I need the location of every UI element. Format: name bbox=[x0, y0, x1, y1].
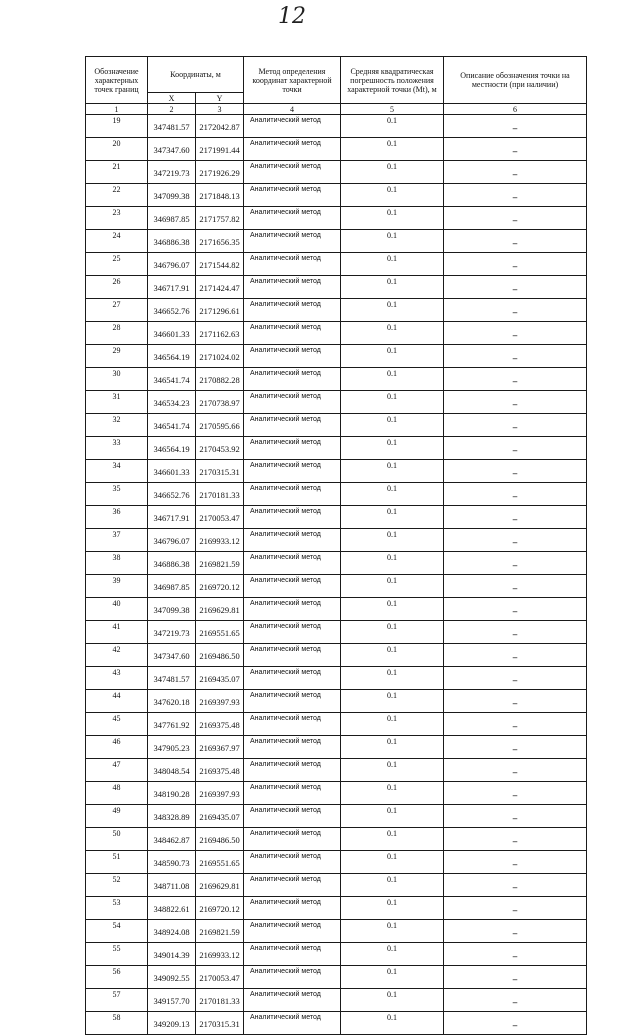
coord-y: 2169435.07 bbox=[196, 667, 244, 690]
method-cell: Аналитический метод bbox=[244, 644, 341, 667]
accuracy-cell: 0.1 bbox=[341, 230, 444, 253]
method-cell: Аналитический метод bbox=[244, 529, 341, 552]
accuracy-cell: 0.1 bbox=[341, 575, 444, 598]
point-number: 41 bbox=[86, 621, 148, 644]
coord-y: 2171848.13 bbox=[196, 184, 244, 207]
table-row bbox=[86, 713, 587, 736]
coord-y: 2170181.33 bbox=[196, 989, 244, 1012]
accuracy-cell: 0.1 bbox=[341, 828, 444, 851]
coord-x: 348048.54 bbox=[148, 759, 196, 782]
coord-y: 2170053.47 bbox=[196, 966, 244, 989]
point-number: 50 bbox=[86, 828, 148, 851]
point-number: 48 bbox=[86, 782, 148, 805]
coord-x: 348924.08 bbox=[148, 920, 196, 943]
table-row bbox=[86, 1012, 587, 1035]
coord-x: 349157.70 bbox=[148, 989, 196, 1012]
table-row bbox=[86, 207, 587, 230]
column-number: 3 bbox=[196, 104, 244, 115]
description-cell: – bbox=[444, 414, 587, 437]
table-row bbox=[86, 138, 587, 161]
table-row bbox=[86, 253, 587, 276]
point-number: 25 bbox=[86, 253, 148, 276]
coord-x: 348328.89 bbox=[148, 805, 196, 828]
accuracy-cell: 0.1 bbox=[341, 897, 444, 920]
table-row bbox=[86, 828, 587, 851]
header-x: X bbox=[148, 93, 196, 104]
coord-x: 348190.28 bbox=[148, 782, 196, 805]
description-cell: – bbox=[444, 161, 587, 184]
description-cell: – bbox=[444, 460, 587, 483]
coord-x: 347219.73 bbox=[148, 161, 196, 184]
method-cell: Аналитический метод bbox=[244, 805, 341, 828]
boundary-points-table bbox=[85, 56, 587, 1035]
accuracy-cell: 0.1 bbox=[341, 345, 444, 368]
table-row bbox=[86, 391, 587, 414]
coord-y: 2170181.33 bbox=[196, 483, 244, 506]
accuracy-cell: 0.1 bbox=[341, 322, 444, 345]
coord-x: 346564.19 bbox=[148, 437, 196, 460]
method-cell: Аналитический метод bbox=[244, 667, 341, 690]
accuracy-cell: 0.1 bbox=[341, 414, 444, 437]
table-row bbox=[86, 966, 587, 989]
description-cell: – bbox=[444, 322, 587, 345]
coord-y: 2169375.48 bbox=[196, 759, 244, 782]
point-number: 42 bbox=[86, 644, 148, 667]
description-cell: – bbox=[444, 667, 587, 690]
point-number: 49 bbox=[86, 805, 148, 828]
coord-x: 348462.87 bbox=[148, 828, 196, 851]
description-cell: – bbox=[444, 506, 587, 529]
coord-x: 348711.08 bbox=[148, 874, 196, 897]
table-row bbox=[86, 782, 587, 805]
description-cell: – bbox=[444, 690, 587, 713]
coord-y: 2170595.66 bbox=[196, 414, 244, 437]
table-row bbox=[86, 552, 587, 575]
table-row bbox=[86, 276, 587, 299]
point-number: 29 bbox=[86, 345, 148, 368]
accuracy-cell: 0.1 bbox=[341, 253, 444, 276]
table-row bbox=[86, 690, 587, 713]
coord-x: 347219.73 bbox=[148, 621, 196, 644]
coord-x: 347905.23 bbox=[148, 736, 196, 759]
description-cell: – bbox=[444, 805, 587, 828]
point-number: 39 bbox=[86, 575, 148, 598]
coord-x: 346652.76 bbox=[148, 483, 196, 506]
accuracy-cell: 0.1 bbox=[341, 299, 444, 322]
description-cell: – bbox=[444, 828, 587, 851]
point-number: 43 bbox=[86, 667, 148, 690]
description-cell: – bbox=[444, 759, 587, 782]
accuracy-cell: 0.1 bbox=[341, 184, 444, 207]
description-cell: – bbox=[444, 920, 587, 943]
accuracy-cell: 0.1 bbox=[341, 506, 444, 529]
accuracy-cell: 0.1 bbox=[341, 276, 444, 299]
method-cell: Аналитический метод bbox=[244, 920, 341, 943]
table-row bbox=[86, 621, 587, 644]
method-cell: Аналитический метод bbox=[244, 437, 341, 460]
description-cell: – bbox=[444, 897, 587, 920]
method-cell: Аналитический метод bbox=[244, 115, 341, 138]
point-number: 53 bbox=[86, 897, 148, 920]
coord-y: 2169720.12 bbox=[196, 897, 244, 920]
description-cell: – bbox=[444, 184, 587, 207]
coord-x: 347099.38 bbox=[148, 184, 196, 207]
description-cell: – bbox=[444, 552, 587, 575]
table-row bbox=[86, 184, 587, 207]
coord-x: 347099.38 bbox=[148, 598, 196, 621]
method-cell: Аналитический метод bbox=[244, 460, 341, 483]
coord-y: 2169629.81 bbox=[196, 874, 244, 897]
coord-y: 2169397.93 bbox=[196, 782, 244, 805]
coord-y: 2171162.63 bbox=[196, 322, 244, 345]
description-cell: – bbox=[444, 874, 587, 897]
table-row bbox=[86, 805, 587, 828]
page-number: 12 bbox=[278, 4, 306, 29]
coord-y: 2171296.61 bbox=[196, 299, 244, 322]
coord-y: 2169551.65 bbox=[196, 621, 244, 644]
coord-y: 2170738.97 bbox=[196, 391, 244, 414]
description-cell: – bbox=[444, 437, 587, 460]
point-number: 31 bbox=[86, 391, 148, 414]
method-cell: Аналитический метод bbox=[244, 322, 341, 345]
method-cell: Аналитический метод bbox=[244, 552, 341, 575]
method-cell: Аналитический метод bbox=[244, 759, 341, 782]
method-cell: Аналитический метод bbox=[244, 276, 341, 299]
description-cell: – bbox=[444, 621, 587, 644]
description-cell: – bbox=[444, 138, 587, 161]
table-row bbox=[86, 437, 587, 460]
method-cell: Аналитический метод bbox=[244, 230, 341, 253]
coord-y: 2169720.12 bbox=[196, 575, 244, 598]
coord-x: 346601.33 bbox=[148, 322, 196, 345]
method-cell: Аналитический метод bbox=[244, 943, 341, 966]
coord-y: 2169551.65 bbox=[196, 851, 244, 874]
coord-x: 349209.13 bbox=[148, 1012, 196, 1035]
coord-y: 2169367.97 bbox=[196, 736, 244, 759]
method-cell: Аналитический метод bbox=[244, 184, 341, 207]
method-cell: Аналитический метод bbox=[244, 299, 341, 322]
point-number: 37 bbox=[86, 529, 148, 552]
table-row bbox=[86, 851, 587, 874]
table-row bbox=[86, 897, 587, 920]
accuracy-cell: 0.1 bbox=[341, 391, 444, 414]
description-cell: – bbox=[444, 483, 587, 506]
header-row bbox=[86, 57, 587, 93]
point-number: 28 bbox=[86, 322, 148, 345]
point-number: 38 bbox=[86, 552, 148, 575]
point-number: 32 bbox=[86, 414, 148, 437]
accuracy-cell: 0.1 bbox=[341, 782, 444, 805]
coord-y: 2169435.07 bbox=[196, 805, 244, 828]
point-number: 22 bbox=[86, 184, 148, 207]
coord-x: 346652.76 bbox=[148, 299, 196, 322]
table-row bbox=[86, 759, 587, 782]
accuracy-cell: 0.1 bbox=[341, 207, 444, 230]
coord-x: 347761.92 bbox=[148, 713, 196, 736]
coord-x: 346601.33 bbox=[148, 460, 196, 483]
coord-x: 346541.74 bbox=[148, 368, 196, 391]
table-row bbox=[86, 529, 587, 552]
description-cell: – bbox=[444, 368, 587, 391]
table-row bbox=[86, 368, 587, 391]
coord-y: 2169821.59 bbox=[196, 552, 244, 575]
point-number: 55 bbox=[86, 943, 148, 966]
accuracy-cell: 0.1 bbox=[341, 115, 444, 138]
column-number: 6 bbox=[444, 104, 587, 115]
coord-y: 2170453.92 bbox=[196, 437, 244, 460]
accuracy-cell: 0.1 bbox=[341, 483, 444, 506]
column-number: 2 bbox=[148, 104, 196, 115]
coord-y: 2169933.12 bbox=[196, 529, 244, 552]
method-cell: Аналитический метод bbox=[244, 598, 341, 621]
method-cell: Аналитический метод bbox=[244, 138, 341, 161]
method-cell: Аналитический метод bbox=[244, 989, 341, 1012]
coord-x: 348590.73 bbox=[148, 851, 196, 874]
point-number: 33 bbox=[86, 437, 148, 460]
description-cell: – bbox=[444, 115, 587, 138]
description-cell: – bbox=[444, 782, 587, 805]
coord-x: 346886.38 bbox=[148, 230, 196, 253]
method-cell: Аналитический метод bbox=[244, 506, 341, 529]
coord-y: 2171656.35 bbox=[196, 230, 244, 253]
table-row bbox=[86, 644, 587, 667]
table-row bbox=[86, 460, 587, 483]
coord-x: 346987.85 bbox=[148, 207, 196, 230]
accuracy-cell: 0.1 bbox=[341, 529, 444, 552]
method-cell: Аналитический метод bbox=[244, 782, 341, 805]
coord-y: 2169486.50 bbox=[196, 828, 244, 851]
accuracy-cell: 0.1 bbox=[341, 621, 444, 644]
description-cell: – bbox=[444, 943, 587, 966]
description-cell: – bbox=[444, 989, 587, 1012]
description-cell: – bbox=[444, 253, 587, 276]
accuracy-cell: 0.1 bbox=[341, 161, 444, 184]
accuracy-cell: 0.1 bbox=[341, 989, 444, 1012]
column-number: 5 bbox=[341, 104, 444, 115]
accuracy-cell: 0.1 bbox=[341, 437, 444, 460]
description-cell: – bbox=[444, 736, 587, 759]
coord-x: 349014.39 bbox=[148, 943, 196, 966]
table-row bbox=[86, 115, 587, 138]
accuracy-cell: 0.1 bbox=[341, 460, 444, 483]
table-row bbox=[86, 667, 587, 690]
coord-y: 2171424.47 bbox=[196, 276, 244, 299]
point-number: 30 bbox=[86, 368, 148, 391]
coord-y: 2169629.81 bbox=[196, 598, 244, 621]
accuracy-cell: 0.1 bbox=[341, 644, 444, 667]
accuracy-cell: 0.1 bbox=[341, 713, 444, 736]
coord-x: 347481.57 bbox=[148, 115, 196, 138]
table-row bbox=[86, 874, 587, 897]
description-cell: – bbox=[444, 230, 587, 253]
coord-y: 2169375.48 bbox=[196, 713, 244, 736]
method-cell: Аналитический метод bbox=[244, 736, 341, 759]
point-number: 26 bbox=[86, 276, 148, 299]
coord-y: 2171757.82 bbox=[196, 207, 244, 230]
accuracy-cell: 0.1 bbox=[341, 368, 444, 391]
description-cell: – bbox=[444, 713, 587, 736]
table-row bbox=[86, 230, 587, 253]
description-cell: – bbox=[444, 575, 587, 598]
coord-y: 2171544.82 bbox=[196, 253, 244, 276]
method-cell: Аналитический метод bbox=[244, 1012, 341, 1035]
coord-y: 2170315.31 bbox=[196, 1012, 244, 1035]
coord-x: 347481.57 bbox=[148, 667, 196, 690]
table-row bbox=[86, 414, 587, 437]
table-row bbox=[86, 299, 587, 322]
point-number: 58 bbox=[86, 1012, 148, 1035]
description-cell: – bbox=[444, 851, 587, 874]
method-cell: Аналитический метод bbox=[244, 575, 341, 598]
table-row bbox=[86, 161, 587, 184]
column-number: 1 bbox=[86, 104, 148, 115]
accuracy-cell: 0.1 bbox=[341, 851, 444, 874]
method-cell: Аналитический метод bbox=[244, 391, 341, 414]
description-cell: – bbox=[444, 966, 587, 989]
coord-x: 346541.74 bbox=[148, 414, 196, 437]
accuracy-cell: 0.1 bbox=[341, 736, 444, 759]
method-cell: Аналитический метод bbox=[244, 253, 341, 276]
coord-x: 346796.07 bbox=[148, 529, 196, 552]
description-cell: – bbox=[444, 1012, 587, 1035]
method-cell: Аналитический метод bbox=[244, 345, 341, 368]
accuracy-cell: 0.1 bbox=[341, 598, 444, 621]
coord-y: 2169397.93 bbox=[196, 690, 244, 713]
table-row bbox=[86, 920, 587, 943]
point-number: 20 bbox=[86, 138, 148, 161]
point-number: 19 bbox=[86, 115, 148, 138]
method-cell: Аналитический метод bbox=[244, 713, 341, 736]
point-number: 21 bbox=[86, 161, 148, 184]
header-point: Обозначение характерных точек границ bbox=[86, 57, 148, 104]
coord-y: 2170315.31 bbox=[196, 460, 244, 483]
coord-x: 347347.60 bbox=[148, 138, 196, 161]
point-number: 57 bbox=[86, 989, 148, 1012]
method-cell: Аналитический метод bbox=[244, 483, 341, 506]
table-row bbox=[86, 345, 587, 368]
method-cell: Аналитический метод bbox=[244, 851, 341, 874]
accuracy-cell: 0.1 bbox=[341, 966, 444, 989]
coord-x: 346717.91 bbox=[148, 506, 196, 529]
coord-x: 347620.18 bbox=[148, 690, 196, 713]
coord-x: 349092.55 bbox=[148, 966, 196, 989]
column-number-row bbox=[86, 104, 587, 115]
method-cell: Аналитический метод bbox=[244, 621, 341, 644]
method-cell: Аналитический метод bbox=[244, 897, 341, 920]
coord-x: 346886.38 bbox=[148, 552, 196, 575]
accuracy-cell: 0.1 bbox=[341, 1012, 444, 1035]
coord-x: 346987.85 bbox=[148, 575, 196, 598]
table-row bbox=[86, 598, 587, 621]
coord-x: 346717.91 bbox=[148, 276, 196, 299]
description-cell: – bbox=[444, 391, 587, 414]
description-cell: – bbox=[444, 529, 587, 552]
description-cell: – bbox=[444, 644, 587, 667]
table-row bbox=[86, 483, 587, 506]
column-number: 4 bbox=[244, 104, 341, 115]
accuracy-cell: 0.1 bbox=[341, 943, 444, 966]
coord-x: 346534.23 bbox=[148, 391, 196, 414]
point-number: 46 bbox=[86, 736, 148, 759]
point-number: 47 bbox=[86, 759, 148, 782]
coord-y: 2171926.29 bbox=[196, 161, 244, 184]
coord-y: 2171024.02 bbox=[196, 345, 244, 368]
table-row bbox=[86, 943, 587, 966]
coord-y: 2169821.59 bbox=[196, 920, 244, 943]
header-y: Y bbox=[196, 93, 244, 104]
coord-x: 346796.07 bbox=[148, 253, 196, 276]
method-cell: Аналитический метод bbox=[244, 966, 341, 989]
method-cell: Аналитический метод bbox=[244, 828, 341, 851]
description-cell: – bbox=[444, 276, 587, 299]
coord-y: 2169486.50 bbox=[196, 644, 244, 667]
table-row bbox=[86, 736, 587, 759]
point-number: 34 bbox=[86, 460, 148, 483]
point-number: 56 bbox=[86, 966, 148, 989]
point-number: 27 bbox=[86, 299, 148, 322]
description-cell: – bbox=[444, 345, 587, 368]
accuracy-cell: 0.1 bbox=[341, 690, 444, 713]
header-accuracy: Средняя квадратическая погрешность положения характерной точки (Mt), м bbox=[341, 57, 444, 104]
description-cell: – bbox=[444, 598, 587, 621]
point-number: 52 bbox=[86, 874, 148, 897]
method-cell: Аналитический метод bbox=[244, 368, 341, 391]
point-number: 24 bbox=[86, 230, 148, 253]
coord-x: 347347.60 bbox=[148, 644, 196, 667]
header-coords: Координаты, м bbox=[148, 57, 244, 93]
accuracy-cell: 0.1 bbox=[341, 759, 444, 782]
accuracy-cell: 0.1 bbox=[341, 667, 444, 690]
point-number: 23 bbox=[86, 207, 148, 230]
method-cell: Аналитический метод bbox=[244, 161, 341, 184]
point-number: 36 bbox=[86, 506, 148, 529]
method-cell: Аналитический метод bbox=[244, 414, 341, 437]
point-number: 45 bbox=[86, 713, 148, 736]
point-number: 44 bbox=[86, 690, 148, 713]
table-row bbox=[86, 575, 587, 598]
point-number: 51 bbox=[86, 851, 148, 874]
table-body bbox=[86, 57, 587, 1035]
accuracy-cell: 0.1 bbox=[341, 805, 444, 828]
coord-y: 2171991.44 bbox=[196, 138, 244, 161]
coord-x: 346564.19 bbox=[148, 345, 196, 368]
table-row bbox=[86, 989, 587, 1012]
accuracy-cell: 0.1 bbox=[341, 874, 444, 897]
coord-y: 2169933.12 bbox=[196, 943, 244, 966]
header-description: Описание обозначения точки на местности (при наличии) bbox=[444, 57, 587, 104]
point-number: 54 bbox=[86, 920, 148, 943]
method-cell: Аналитический метод bbox=[244, 207, 341, 230]
description-cell: – bbox=[444, 207, 587, 230]
point-number: 40 bbox=[86, 598, 148, 621]
point-number: 35 bbox=[86, 483, 148, 506]
coord-y: 2170882.28 bbox=[196, 368, 244, 391]
description-cell: – bbox=[444, 299, 587, 322]
coord-x: 348822.61 bbox=[148, 897, 196, 920]
coord-y: 2170053.47 bbox=[196, 506, 244, 529]
method-cell: Аналитический метод bbox=[244, 690, 341, 713]
table-row bbox=[86, 506, 587, 529]
table-row bbox=[86, 322, 587, 345]
coord-y: 2172042.87 bbox=[196, 115, 244, 138]
accuracy-cell: 0.1 bbox=[341, 552, 444, 575]
accuracy-cell: 0.1 bbox=[341, 138, 444, 161]
header-method: Метод определения координат характерной точки bbox=[244, 57, 341, 104]
method-cell: Аналитический метод bbox=[244, 874, 341, 897]
accuracy-cell: 0.1 bbox=[341, 920, 444, 943]
